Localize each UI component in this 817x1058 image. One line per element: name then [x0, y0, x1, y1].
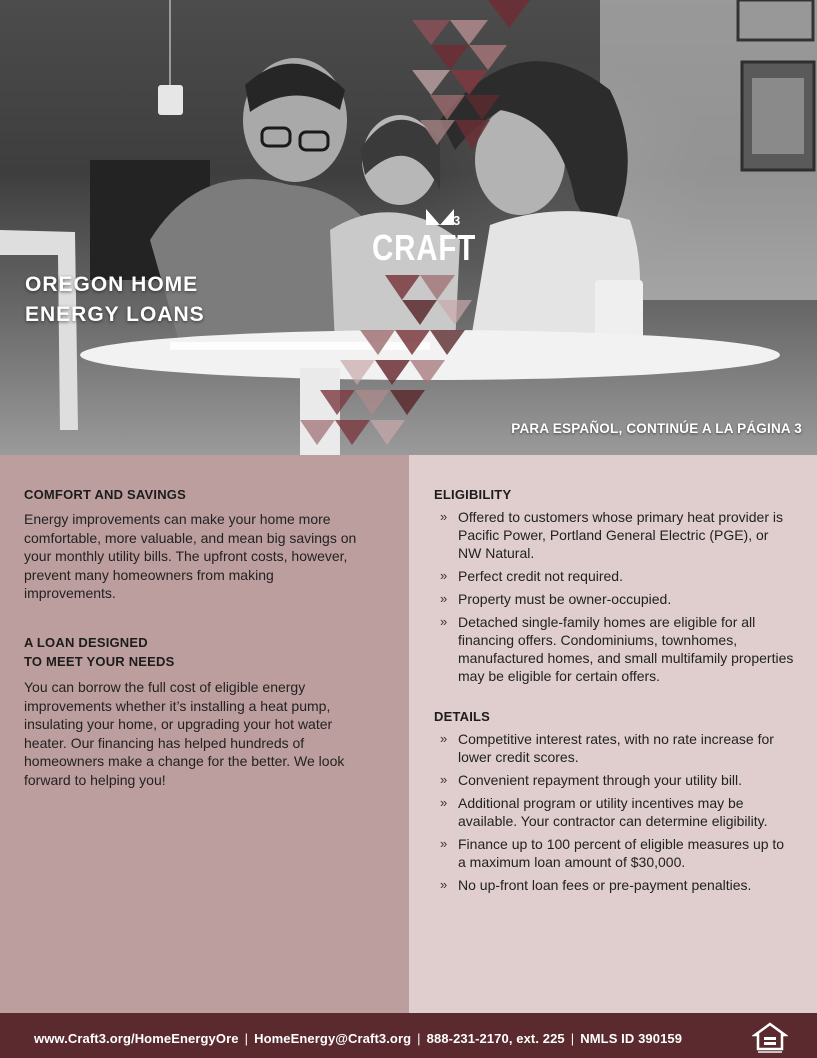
contact-line [34, 1031, 682, 1046]
footer-bar [0, 1013, 817, 1058]
heading-eligibility: ELIGIBILITY [434, 487, 512, 502]
list-item-text: Convenient repayment through your utility bill. [458, 772, 743, 788]
spanish-note: PARA ESPAÑOL, CONTINÚE A LA PÁGINA 3 [511, 421, 802, 436]
loan-designed-text: You can borrow the full cost of eligible energy improvements whether it’s installing a heat pump, insulating your home, or upgrading your hot water heater. Our financing has helped hundreds of homeowners make a change for the better. We look forward to helping you! [24, 679, 345, 788]
list-item-text: Finance up to 100 percent of eligible measures up to a maximum loan amount of $30,000. [458, 836, 785, 870]
bullet-chevron-icon: » [440, 568, 448, 583]
bullet-chevron-icon: » [440, 614, 448, 629]
separator: | [570, 1031, 575, 1046]
list-item [434, 771, 794, 789]
list-item [434, 794, 794, 830]
separator: | [417, 1031, 421, 1046]
right-column [409, 455, 817, 1013]
list-item-text: No up-front loan fees or pre-payment penalties. [458, 877, 752, 893]
hero-banner [0, 0, 817, 455]
list-item-text: Detached single-family homes are eligible for all financing offers. Condominiums, townhomes, manufactured homes, and small multifamily properties may be eligible for certain offers. [458, 614, 794, 684]
nmls-id: NMLS ID 390159 [580, 1031, 683, 1046]
title-line-1: OREGON HOME [25, 273, 199, 296]
logo-wordmark: CRAFT [372, 227, 477, 268]
list-item [434, 613, 794, 685]
website-link[interactable]: www.Craft3.org/HomeEnergyOre [34, 1031, 239, 1046]
list-item-text: Offered to customers whose primary heat provider is Pacific Power, Portland General Electric (PGE), or NW Natural. [458, 509, 783, 561]
list-item-text: Competitive interest rates, with no rate increase for lower credit scores. [458, 731, 774, 765]
list-item-text: Additional program or utility incentives may be available. Your contractor can determine eligibility. [458, 795, 768, 829]
loan-heading-line-1: A LOAN DESIGNED [24, 635, 148, 650]
phone-number: 888-231-2170, ext. 225 [426, 1031, 565, 1046]
heading-loan-designed [24, 633, 324, 671]
page-title [25, 270, 325, 330]
list-item [434, 590, 794, 608]
bullet-chevron-icon: » [440, 877, 448, 892]
bullet-chevron-icon: » [440, 509, 448, 524]
logo-superscript: 3 [453, 213, 461, 228]
equal-housing-opportunity-icon [752, 1021, 788, 1055]
bullet-chevron-icon: » [440, 591, 448, 606]
list-item-text: Perfect credit not required. [458, 568, 623, 584]
list-item-text: Property must be owner-occupied. [458, 591, 672, 607]
heading-comfort-savings: COMFORT AND SAVINGS [24, 487, 186, 502]
bullet-chevron-icon: » [440, 795, 448, 810]
bullet-chevron-icon: » [440, 772, 448, 787]
heading-details: DETAILS [434, 709, 491, 724]
list-item [434, 567, 794, 585]
email-link[interactable]: HomeEnergy@Craft3.org [254, 1031, 412, 1046]
bullet-chevron-icon: » [440, 836, 448, 851]
left-column [0, 455, 409, 1013]
title-line-2: ENERGY LOANS [25, 303, 205, 326]
list-item [434, 508, 794, 562]
loan-heading-line-2: TO MEET YOUR NEEDS [24, 654, 175, 669]
eligibility-list [434, 508, 794, 690]
list-item [434, 730, 794, 766]
list-item [434, 876, 794, 894]
list-item [434, 835, 794, 871]
separator: | [244, 1031, 249, 1046]
comfort-savings-text: Energy improvements can make your home more comfortable, more valuable, and mean big savings on your monthly utility bills. The upfront costs, however, prevent many homeowners from making improvements. [24, 511, 357, 601]
bullet-chevron-icon: » [440, 731, 448, 746]
details-list [434, 730, 794, 899]
